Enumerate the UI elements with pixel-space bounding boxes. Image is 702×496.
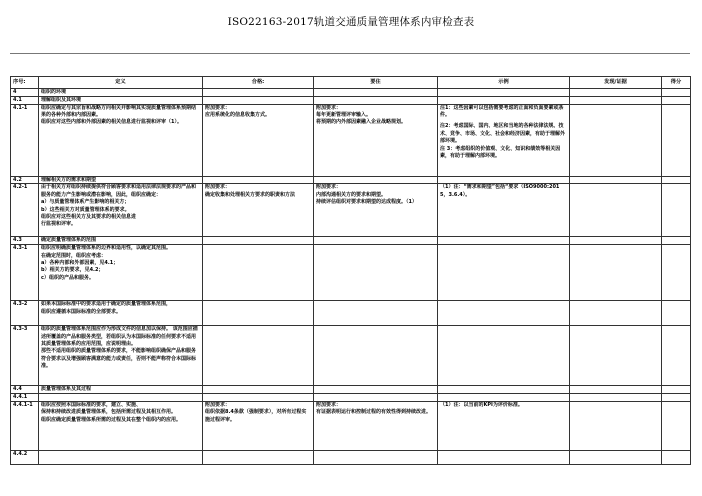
table-row — [11, 450, 691, 464]
row-definition: 组织应明确质量管理体系的边界和适用性，以确定其范围。 在确定范围时，组织应考虑： a）各种内部和外部因素，见4.1； b）相关方的要求，见4.2； c）组织的产品和服务。 — [39, 245, 203, 301]
row-definition: 理解组织及其环境 — [39, 96, 203, 104]
finding-cell[interactable] — [570, 326, 662, 386]
header-compliance: 合格: — [203, 77, 314, 89]
row-requirement: 附加要求： 内部沟通相关方的要求和期望。 持续评估组织对要求和期望的达成程度。（1） — [314, 184, 438, 237]
score-cell[interactable] — [662, 96, 691, 104]
row-number: 4.1-1 — [11, 104, 39, 176]
row-number: 4.4.1-1 — [11, 401, 39, 450]
finding-cell[interactable] — [570, 104, 662, 176]
row-compliance: 附加要求： 确定收集和处理相关方要求的职责和方法 — [203, 184, 314, 237]
finding-cell[interactable] — [570, 237, 662, 245]
row-number: 4 — [11, 89, 39, 97]
table-row — [11, 401, 691, 450]
header-score: 得分 — [662, 77, 691, 89]
score-cell[interactable] — [662, 393, 691, 401]
row-example: 注1：这些因素可以包括需要考虑的正面和负面要素或条件。 注2：考虑国际、国内、地区和当地的各种法律法规、技术、竞争、市场、文化、社会和经济因素，有助于理解外部环境。 注 3：考虑组织的价值观、文化、知识和绩效等相关因素，有助于理解内部环境。 — [438, 104, 570, 176]
row-number: 4.3-3 — [11, 326, 39, 386]
finding-cell[interactable] — [570, 393, 662, 401]
row-compliance: 附加要求： 组织依据8.4条款（强制要求），对所有过程实施过程评审。 — [203, 401, 314, 450]
row-compliance: 附加要求： 应用系统化的信息收集方式。 — [203, 104, 314, 176]
header-example: 示例 — [438, 77, 570, 89]
score-cell[interactable] — [662, 450, 691, 464]
row-example: （1）注：“需求和期望”包括“要求（ISO9000:2015，3.6.4）。 — [438, 184, 570, 237]
table-row — [11, 386, 691, 394]
finding-cell[interactable] — [570, 401, 662, 450]
finding-cell[interactable] — [570, 89, 662, 97]
row-number: 4.4 — [11, 386, 39, 394]
row-number: 4.1 — [11, 96, 39, 104]
finding-cell[interactable] — [570, 245, 662, 301]
row-number: 4.3-1 — [11, 245, 39, 301]
finding-cell[interactable] — [570, 176, 662, 184]
row-definition: 组织应按照本国际标准的要求，建立、实施、 保持和持续改进质量管理体系，包括所需过程及其相互作用。 组织应确定质量管理体系所需的过程及其在整个组织内的应用。 — [39, 401, 203, 450]
table-row — [11, 96, 691, 104]
row-definition: 质量管理体系及其过程 — [39, 386, 203, 394]
finding-cell[interactable] — [570, 184, 662, 237]
row-number: 4.4.2 — [11, 450, 39, 464]
row-definition — [39, 450, 203, 464]
table-row — [11, 326, 691, 386]
row-definition: 组织应确定与其宗旨和战略方向相关并影响其实现质量管理体系预期结果的各种外部和内部因素。 组织应对这些内部和外部因素的相关信息进行监视和评审（1）。 — [39, 104, 203, 176]
row-number: 4.3-2 — [11, 301, 39, 326]
title-divider — [10, 53, 690, 54]
finding-cell[interactable] — [570, 96, 662, 104]
score-cell[interactable] — [662, 176, 691, 184]
table-row — [11, 301, 691, 326]
header-no: 序号: — [11, 77, 39, 89]
row-number: 4.4.1 — [11, 393, 39, 401]
finding-cell[interactable] — [570, 301, 662, 326]
table-row — [11, 237, 691, 245]
row-number: 4.2-1 — [11, 184, 39, 237]
table-header-row — [11, 77, 691, 89]
row-definition: 组织的环境 — [39, 89, 203, 97]
header-requirement: 要住 — [314, 77, 438, 89]
row-number: 4.3 — [11, 237, 39, 245]
row-definition: 理解相关方的需求和期望 — [39, 176, 203, 184]
score-cell[interactable] — [662, 326, 691, 386]
score-cell[interactable] — [662, 245, 691, 301]
score-cell[interactable] — [662, 104, 691, 176]
table-row — [11, 104, 691, 176]
row-number: 4.2 — [11, 176, 39, 184]
table-row — [11, 393, 691, 401]
audit-checklist-table — [10, 76, 691, 465]
table-row — [11, 176, 691, 184]
row-example: （1）注：以当前的KPI为评价标准。 — [438, 401, 570, 450]
document-title: ISO22163-2017轨道交通质量管理体系内审检查表 — [227, 16, 475, 28]
row-requirement: 附加要求： 有证据表明运行和控制过程的有效性得到持续改进。 — [314, 401, 438, 450]
header-definition: 定义 — [39, 77, 203, 89]
score-cell[interactable] — [662, 386, 691, 394]
finding-cell[interactable] — [570, 386, 662, 394]
score-cell[interactable] — [662, 301, 691, 326]
table-row — [11, 184, 691, 237]
row-requirement: 附加要求： 每年更新管理评审输入。 将预期的内外部因素融入企业战略规划。 — [314, 104, 438, 176]
score-cell[interactable] — [662, 237, 691, 245]
row-definition: 组织的质量管理体系范围应作为形成文件的信息加以保持。 该范围应描述所覆盖的产品和服务类型，若组织认为本国际标准的任何要求不适用其质量管理体系的应用范围，应说明理由。 那些不适用组织的质量管理体系的要求，不能影响组织确保产品和服务符合要求以及增强顾客满意的能力或责任，否则不能声称符合本国际标准。 — [39, 326, 203, 386]
row-definition: 由于相关方对组织持续提供符合顾客要求和适用法律法规要求的产品和服务的能力产生影响或潜在影响，因此，组织应确定： a）与质量管理体系产生影响的相关方； b）这些相关方对质量管理体系的要求。 组织应对这些相关方及其要求的相关信息进 行监视和评审。 — [39, 184, 203, 237]
finding-cell[interactable] — [570, 450, 662, 464]
score-cell[interactable] — [662, 89, 691, 97]
header-finding: 发现/证据 — [570, 77, 662, 89]
row-definition: 确定质量管理体系的范围 — [39, 237, 203, 245]
score-cell[interactable] — [662, 184, 691, 237]
row-definition: 如果本国际标准中的要求适用于确定的质量管理体系范围， 组织应遵循本国际标准的全部要求。 — [39, 301, 203, 326]
table-row — [11, 245, 691, 301]
table-row — [11, 89, 691, 97]
score-cell[interactable] — [662, 401, 691, 450]
row-definition — [39, 393, 203, 401]
